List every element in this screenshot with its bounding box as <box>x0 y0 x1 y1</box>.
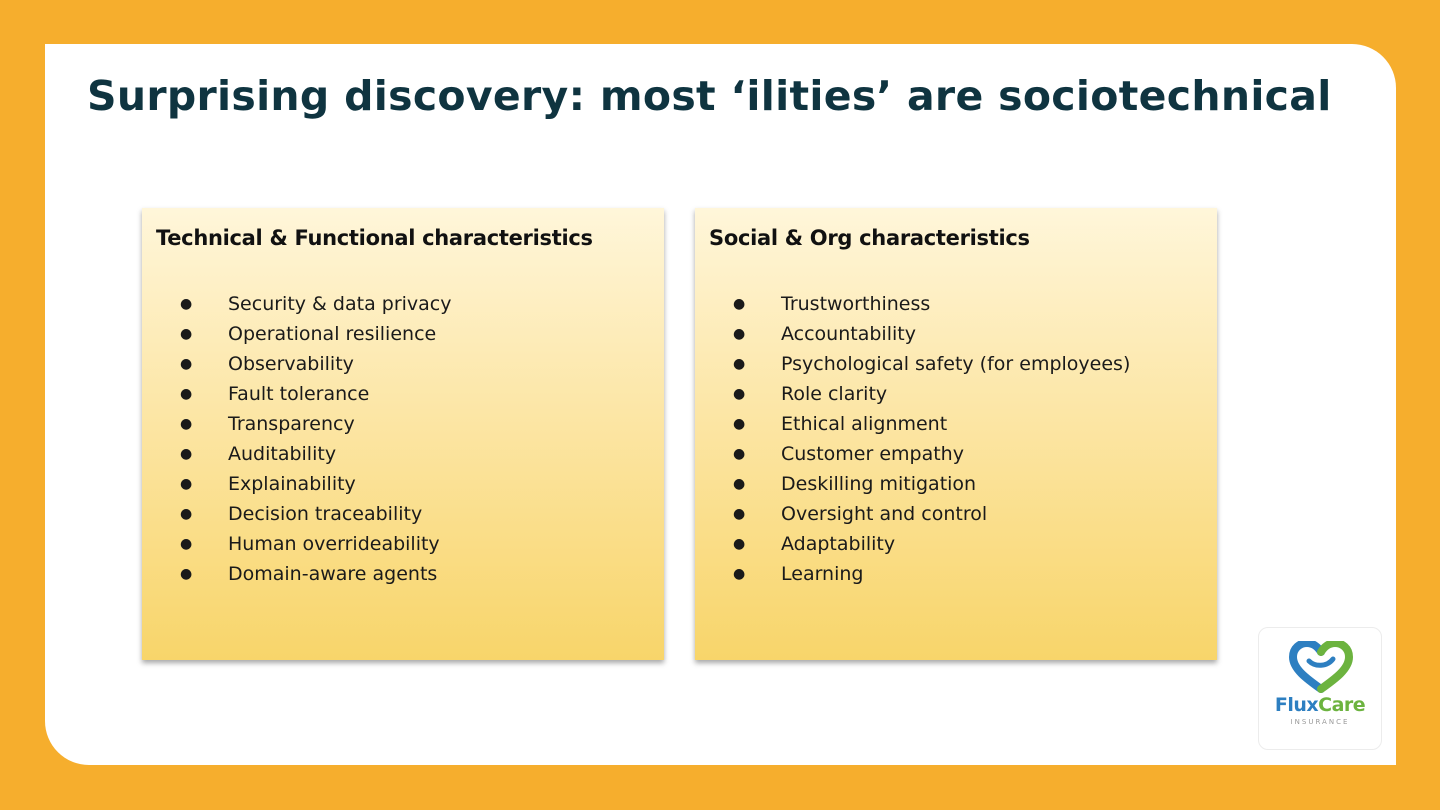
list-item-text: Security & data privacy <box>228 293 452 315</box>
bullet-icon: ● <box>733 476 746 492</box>
list-item-text: Human overrideability <box>228 533 440 555</box>
bullet-icon: ● <box>733 326 746 342</box>
list-item-text: Domain-aware agents <box>228 563 438 585</box>
list-item-text: Adaptability <box>781 533 896 555</box>
list-item-text: Trustworthiness <box>781 293 931 315</box>
list-item-text: Decision traceability <box>228 503 423 525</box>
social-org-heading: Social & Org characteristics <box>709 226 1030 250</box>
list-item-text: Auditability <box>228 443 337 465</box>
logo-subtitle: INSURANCE <box>1290 718 1350 726</box>
bullet-icon: ● <box>180 566 193 582</box>
list-item-text: Transparency <box>228 413 355 435</box>
logo-name-part1: Flux <box>1274 694 1319 716</box>
slide-title: Surprising discovery: most ‘ilities’ are sociotechnical <box>87 72 1332 120</box>
bullet-icon: ● <box>733 566 746 582</box>
list-item-text: Ethical alignment <box>781 413 948 435</box>
bullet-icon: ● <box>180 446 193 462</box>
bullet-icon: ● <box>733 446 746 462</box>
list-item-text: Explainability <box>228 473 356 495</box>
bullet-icon: ● <box>180 506 193 522</box>
list-item-text: Deskilling mitigation <box>781 473 977 495</box>
bullet-icon: ● <box>180 356 193 372</box>
list-item-text: Role clarity <box>781 383 888 405</box>
bullet-icon: ● <box>733 416 746 432</box>
bullet-icon: ● <box>733 386 746 402</box>
technical-functional-card <box>142 208 664 660</box>
fluxcare-logo <box>1258 627 1382 750</box>
bullet-icon: ● <box>733 506 746 522</box>
bullet-icon: ● <box>733 536 746 552</box>
list-item-text: Observability <box>228 353 354 375</box>
bullet-icon: ● <box>733 356 746 372</box>
bullet-icon: ● <box>180 476 193 492</box>
list-item-text: Accountability <box>781 323 916 345</box>
list-item-text: Fault tolerance <box>228 383 370 405</box>
bullet-icon: ● <box>733 296 746 312</box>
bullet-icon: ● <box>180 536 193 552</box>
technical-functional-heading: Technical & Functional characteristics <box>156 226 593 250</box>
bullet-icon: ● <box>180 386 193 402</box>
heart-logo-icon <box>1289 641 1353 693</box>
bullet-icon: ● <box>180 326 193 342</box>
bullet-icon: ● <box>180 296 193 312</box>
list-item-text: Learning <box>781 563 864 585</box>
logo-name-part2: Care <box>1318 694 1366 716</box>
list-item-text: Oversight and control <box>781 503 988 525</box>
social-org-card <box>695 208 1217 660</box>
list-item-text: Psychological safety (for employees) <box>781 353 1131 375</box>
bullet-icon: ● <box>180 416 193 432</box>
list-item-text: Operational resilience <box>228 323 437 345</box>
logo-wordmark <box>1259 694 1381 716</box>
list-item-text: Customer empathy <box>781 443 964 465</box>
